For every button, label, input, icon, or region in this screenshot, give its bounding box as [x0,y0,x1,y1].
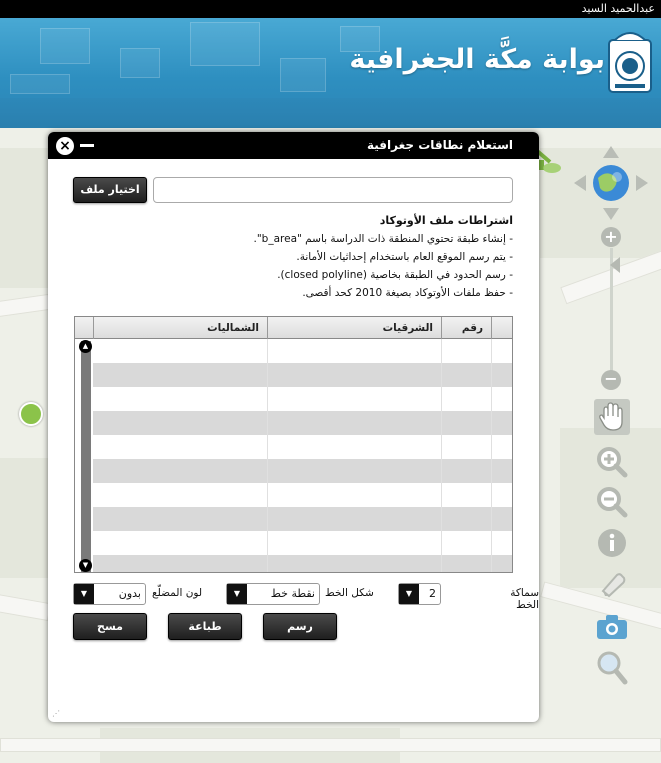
requirements-section [73,212,513,302]
requirements-title: اشتراطات ملف الأوتوكاد [379,214,513,227]
navigation-pad[interactable] [572,144,650,222]
hand-pan-icon[interactable] [594,399,630,435]
requirement-item: - رسم الحدود في الطبقة بخاصية (closed polyline). [277,269,513,281]
draw-button[interactable]: رسم [263,613,337,640]
requirement-item: - إنشاء طبقة تحتوي المنطقة ذات الدراسة باسم "b_area". [253,233,513,245]
minimize-icon[interactable] [80,144,94,147]
col-header-east[interactable]: الشرقيات [267,317,441,339]
map-road [0,593,51,621]
geo-query-dialog [48,132,539,722]
line-style-value: نقطة خط [270,587,315,600]
close-icon[interactable]: × [56,137,74,155]
top-bar [0,0,661,18]
chevron-down-icon[interactable]: ▼ [227,584,247,604]
header-banner [0,18,661,128]
zoom-out-icon[interactable]: − [601,370,621,390]
line-width-value: 2 [429,587,436,600]
scroll-up-icon[interactable]: ▲ [79,340,92,353]
zoom-slider-handle[interactable] [609,256,621,274]
banner-pattern-tile [120,48,160,78]
search-magnifier-icon[interactable] [594,650,630,686]
pan-up-icon[interactable] [603,146,619,158]
banner-pattern-tile [10,74,70,94]
table-scrollbar[interactable] [81,341,91,572]
line-style-select[interactable] [226,583,320,605]
dialog-title: استعلام نطاقات جغرافية [366,138,513,152]
column-divider [267,339,268,572]
col-header-number[interactable]: رقم [441,317,491,339]
map-marker-icon[interactable] [19,402,43,426]
pan-left-icon[interactable] [574,175,586,191]
line-style-label: شكل الخط [325,587,374,599]
fill-color-select[interactable] [73,583,146,605]
dialog-header [48,132,539,159]
user-name[interactable]: عبدالحميد السيد [581,2,655,15]
table-header-gutter [75,317,93,339]
table-row[interactable] [93,435,512,459]
requirement-item: - يتم رسم الموقع العام باستخدام إحداثيات الأمانة. [296,251,513,263]
choose-file-button[interactable]: اختيار ملف [73,177,147,203]
zoom-in-magnifier-icon[interactable] [594,444,630,480]
requirement-item: - حفظ ملفات الأوتوكاد بصيغة 2010 كحد أقصى. [302,287,513,299]
eraser-icon[interactable] [594,566,630,602]
chevron-down-icon[interactable]: ▼ [74,584,94,604]
table-body [75,339,512,572]
zoom-out-magnifier-icon[interactable] [594,484,630,520]
map-block [0,458,50,578]
table-row[interactable] [93,507,512,531]
print-button[interactable]: طباعة [168,613,242,640]
table-row[interactable] [93,531,512,555]
portal-title: بوابة مكَّة الجغرافية [349,44,605,75]
map-road [0,738,661,752]
zoom-in-icon[interactable]: + [601,227,621,247]
table-row[interactable] [93,387,512,411]
pan-right-icon[interactable] [636,175,648,191]
pan-down-icon[interactable] [603,208,619,220]
banner-strip [0,98,661,128]
line-width-label: سماكة الخط [510,587,539,611]
table-row[interactable] [93,483,512,507]
map-road [0,294,51,318]
banner-pattern-tile [280,58,326,92]
coordinates-table[interactable] [74,316,513,573]
table-row[interactable] [93,339,512,363]
file-path-input[interactable] [153,177,513,203]
col-header-north[interactable]: الشماليات [93,317,267,339]
banner-pattern-tile [40,28,90,64]
table-row[interactable] [93,363,512,387]
info-icon[interactable] [594,525,630,561]
portal-logo [607,26,653,94]
table-header-spacer [491,317,512,339]
clear-button[interactable]: مسح [73,613,147,640]
chevron-down-icon[interactable]: ▼ [399,584,419,604]
fill-color-value: بدون [118,587,141,600]
line-width-select[interactable] [398,583,441,605]
table-row[interactable] [93,459,512,483]
fill-color-label: لون المضلّع [152,587,203,599]
resize-handle-icon[interactable]: ⋰ [52,709,60,718]
scroll-down-icon[interactable]: ▼ [79,559,92,572]
table-row[interactable] [93,555,512,573]
table-row[interactable] [93,411,512,435]
column-divider [491,339,492,572]
table-header [75,317,512,339]
camera-icon[interactable] [594,608,630,644]
banner-pattern-tile [190,22,260,66]
column-divider [441,339,442,572]
